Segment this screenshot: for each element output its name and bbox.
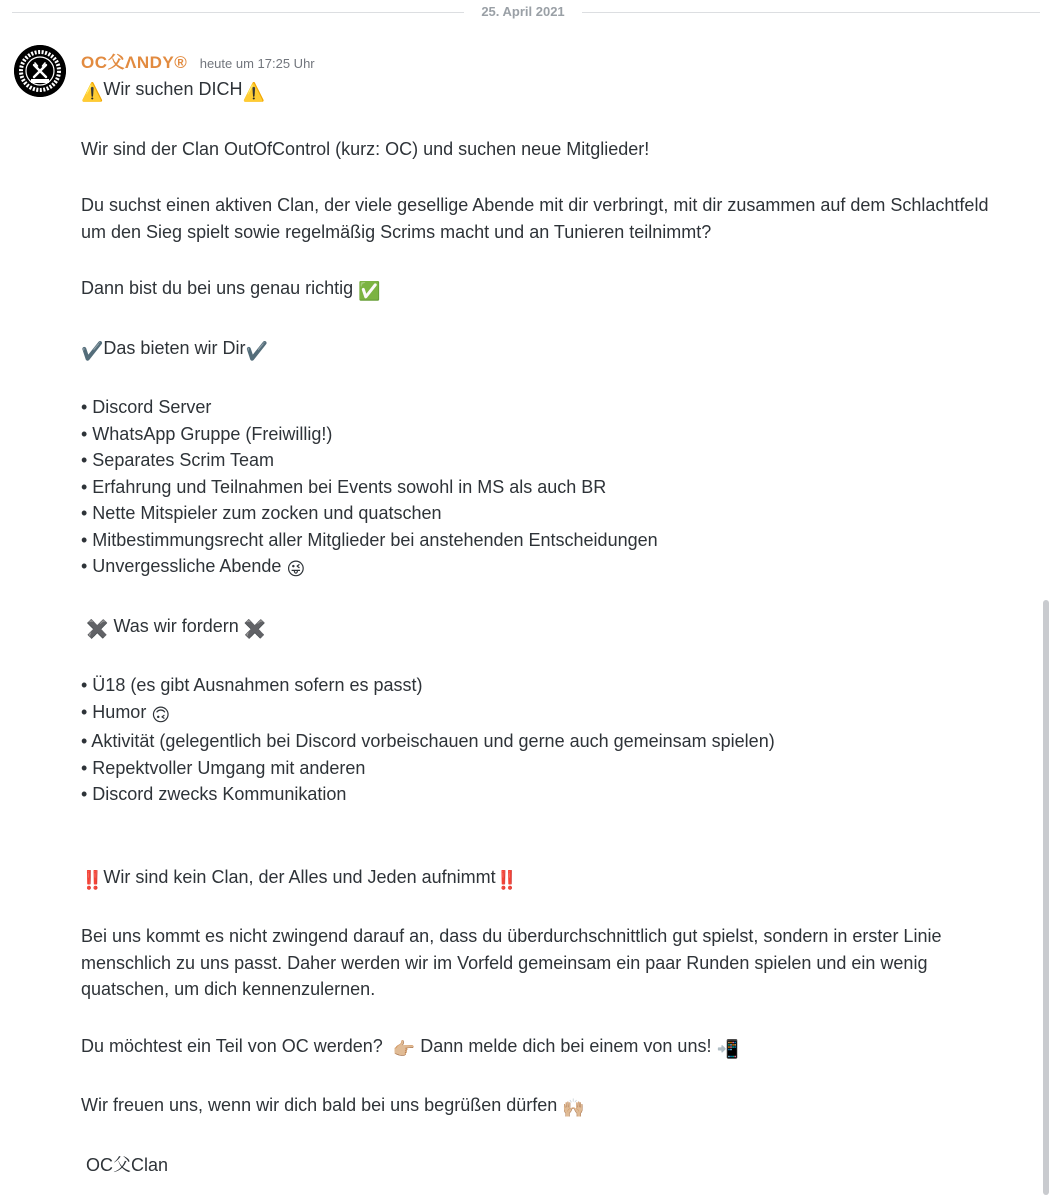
- list-item: • Discord zwecks Kommunikation: [81, 784, 347, 804]
- headline-line: [81, 76, 1041, 106]
- clan-logo-icon: [14, 45, 66, 97]
- demand-heading-text: Was wir fordern: [113, 615, 239, 636]
- list-item: • Aktivität (gelegentlich bei Discord vorbeischauen und gerne auch gemeinsam spielen): [81, 731, 775, 751]
- date-divider-label: 25. April 2021: [481, 4, 565, 19]
- demand-heading: [81, 613, 1041, 643]
- warning-icon: ⚠️: [242, 82, 265, 102]
- list-item: • WhatsApp Gruppe (Freiwillig!): [81, 423, 333, 444]
- answer-line: [81, 275, 1041, 305]
- double-exclamation-icon: ‼️: [495, 869, 519, 890]
- upside-down-face-icon: 🙃: [151, 704, 171, 725]
- avatar[interactable]: [14, 45, 66, 97]
- wink-tongue-icon: 😜: [286, 559, 306, 579]
- headline-text: Wir suchen DICH: [103, 79, 243, 99]
- check-mark-icon: ✔️: [245, 340, 268, 361]
- warning-icon: ⚠️: [81, 82, 104, 102]
- list-item-text: • Humor: [81, 701, 147, 722]
- scrollbar-thumb[interactable]: [1043, 600, 1049, 1195]
- list-item: • Ü18 (es gibt Ausnahmen sofern es passt): [81, 675, 423, 695]
- check-mark-icon: ✔️: [81, 340, 104, 361]
- raised-hands-icon: 🙌🏼: [562, 1098, 585, 1118]
- closing-line: [81, 1092, 1041, 1122]
- notice-text: Wir sind kein Clan, der Alles und Jeden aufnimmt: [103, 866, 496, 887]
- author-name[interactable]: OC父ΛNDY®: [81, 53, 188, 72]
- phone-arrow-icon: 📲: [716, 1038, 739, 1059]
- signature-text: OC父Clan: [86, 1154, 169, 1175]
- body-line-1: Bei uns kommt es nicht zwingend darauf an, dass du überdurchschnittlich gut spielst, sondern in erster Linie: [81, 926, 942, 946]
- message-timestamp: heute um 17:25 Uhr: [199, 56, 315, 71]
- point-right-icon: 👉🏼: [392, 1038, 416, 1059]
- list-item: • Discord Server: [81, 397, 212, 417]
- divider-line-right: [582, 12, 1040, 13]
- list-item: • Nette Mitspieler zum zocken und quatschen: [81, 503, 442, 523]
- answer-text: Dann bist du bei uns genau richtig: [81, 278, 354, 298]
- message-header: [81, 48, 315, 72]
- cross-icon: ✖️: [243, 618, 267, 639]
- cta-line: [81, 1033, 1041, 1063]
- offer-heading-text: Das bieten wir Dir: [103, 337, 246, 358]
- list-item: • Erfahrung und Teilnahmen bei Events sowohl in MS als auch BR: [81, 476, 607, 497]
- list-item-text: • Unvergessliche Abende: [81, 556, 282, 576]
- cross-icon: ✖️: [86, 618, 109, 639]
- date-divider: [0, 0, 1040, 24]
- message-content: [81, 76, 1041, 1178]
- question-line-1: Du suchst einen aktiven Clan, der viele gesellige Abende mit dir verbringt, mit dir zusammen auf dem Schlachtfeld: [81, 195, 989, 215]
- list-item: • Repektvoller Umgang mit anderen: [81, 757, 366, 778]
- check-box-icon: ✅: [358, 281, 381, 301]
- list-item: • Mitbestimmungsrecht aller Mitglieder bei anstehenden Entscheidungen: [81, 529, 658, 550]
- signature-line: [81, 1152, 1041, 1179]
- notice-line: [81, 864, 1041, 894]
- question-line-2: um den Sieg spielt sowie regelmäßig Scrims macht und an Tunieren teilnimmt?: [81, 221, 712, 242]
- body-line-3: quatschen, um dich kennenzulernen.: [81, 979, 376, 999]
- cta-text-2: Dann melde dich bei einem von uns!: [420, 1035, 712, 1056]
- double-exclamation-icon: ‼️: [81, 869, 104, 890]
- cta-text-1: Du möchtest ein Teil von OC werden?: [81, 1035, 383, 1056]
- list-item-with-emoji: [81, 699, 1041, 729]
- list-item: • Separates Scrim Team: [81, 450, 275, 470]
- intro-text: Wir sind der Clan OutOfControl (kurz: OC) und suchen neue Mitglieder!: [81, 138, 650, 159]
- body-line-2: menschlich zu uns passt. Daher werden wir im Vorfeld gemeinsam ein paar Runden spielen und ein wenig: [81, 952, 928, 973]
- closing-text: Wir freuen uns, wenn wir dich bald bei uns begrüßen dürfen: [81, 1095, 558, 1115]
- divider-line-left: [12, 12, 464, 13]
- list-item-with-emoji: [81, 553, 1041, 583]
- offer-heading: [81, 335, 1041, 365]
